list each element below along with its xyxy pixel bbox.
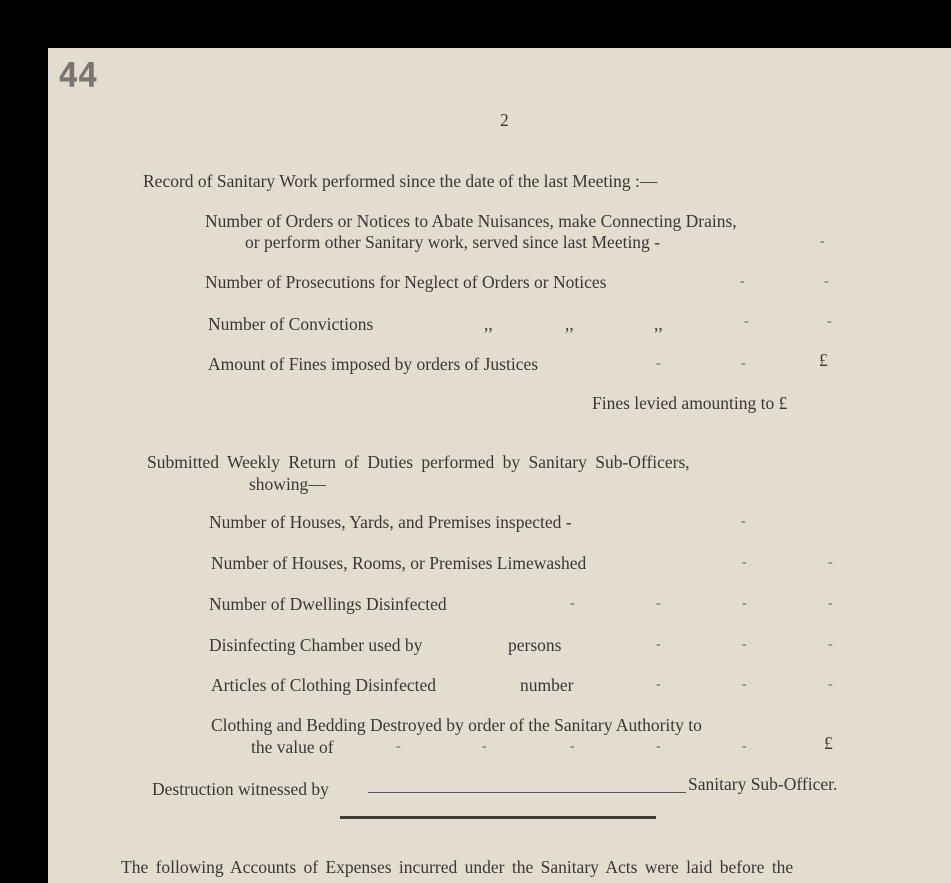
prosecutions-label: Number of Prosecutions for Neglect of Orders or Notices bbox=[205, 272, 607, 292]
dash: - bbox=[741, 514, 746, 529]
signature-line bbox=[368, 792, 686, 793]
dash: - bbox=[742, 739, 747, 754]
houses-inspected-label: Number of Houses, Yards, and Premises inspected - bbox=[209, 512, 572, 532]
dash: - bbox=[656, 637, 661, 652]
sub-officer-label: Sanitary Sub-Officer. bbox=[688, 774, 838, 794]
dash: - bbox=[828, 637, 833, 652]
ditto-mark: ,, bbox=[654, 314, 663, 334]
accounts-line: The following Accounts of Expenses incurred under the Sanitary Acts were laid before the bbox=[121, 857, 794, 877]
pound-sign: £ bbox=[819, 350, 828, 370]
dash: - bbox=[740, 274, 745, 289]
submitted-line2: showing— bbox=[249, 474, 326, 494]
dash: - bbox=[656, 677, 661, 692]
pound-sign: £ bbox=[824, 733, 833, 753]
page-number: 2 bbox=[500, 110, 509, 130]
dash: - bbox=[570, 596, 575, 611]
number-label: number bbox=[520, 675, 574, 695]
dash: - bbox=[742, 677, 747, 692]
chamber-label: Disinfecting Chamber used by bbox=[209, 635, 423, 655]
dash: - bbox=[742, 637, 747, 652]
orders-notices-line1: Number of Orders or Notices to Abate Nuisances, make Connecting Drains, bbox=[205, 211, 737, 231]
record-heading: Record of Sanitary Work performed since the date of the last Meeting :— bbox=[143, 171, 658, 191]
dash: - bbox=[396, 739, 401, 754]
ditto-mark: ,, bbox=[484, 314, 493, 334]
destroyed-line1: Clothing and Bedding Destroyed by order of the Sanitary Authority to bbox=[211, 715, 702, 735]
limewashed-label: Number of Houses, Rooms, or Premises Limewashed bbox=[211, 553, 587, 573]
form-page bbox=[48, 48, 951, 883]
dash: - bbox=[570, 739, 575, 754]
articles-label: Articles of Clothing Disinfected bbox=[211, 675, 437, 695]
dash: - bbox=[482, 739, 487, 754]
dash: - bbox=[741, 356, 746, 371]
section-divider bbox=[340, 816, 656, 819]
dash: - bbox=[742, 555, 747, 570]
orders-notices-line2: or perform other Sanitary work, served since last Meeting - bbox=[245, 232, 661, 252]
dash: - bbox=[828, 555, 833, 570]
dash: - bbox=[828, 677, 833, 692]
dash: - bbox=[744, 314, 749, 329]
convictions-label: Number of Convictions bbox=[208, 314, 374, 334]
fines-imposed-label: Amount of Fines imposed by orders of Justices bbox=[208, 354, 539, 374]
dash: - bbox=[656, 356, 661, 371]
dash: - bbox=[828, 596, 833, 611]
fines-levied-label: Fines levied amounting to £ bbox=[592, 393, 788, 413]
dash: - bbox=[824, 274, 829, 289]
page-stamp: 44 bbox=[58, 56, 97, 96]
destruction-witnessed-label: Destruction witnessed by bbox=[152, 779, 329, 799]
dash: - bbox=[827, 314, 832, 329]
dash: - bbox=[820, 234, 825, 249]
persons-label: persons bbox=[508, 635, 562, 655]
ditto-mark: ,, bbox=[565, 314, 574, 334]
destroyed-line2: the value of bbox=[251, 737, 334, 757]
submitted-line1: Submitted Weekly Return of Duties performed by Sanitary Sub-Officers, bbox=[147, 452, 690, 472]
dwellings-disinfected-label: Number of Dwellings Disinfected bbox=[209, 594, 447, 614]
dash: - bbox=[742, 596, 747, 611]
dash: - bbox=[656, 739, 661, 754]
dash: - bbox=[656, 596, 661, 611]
